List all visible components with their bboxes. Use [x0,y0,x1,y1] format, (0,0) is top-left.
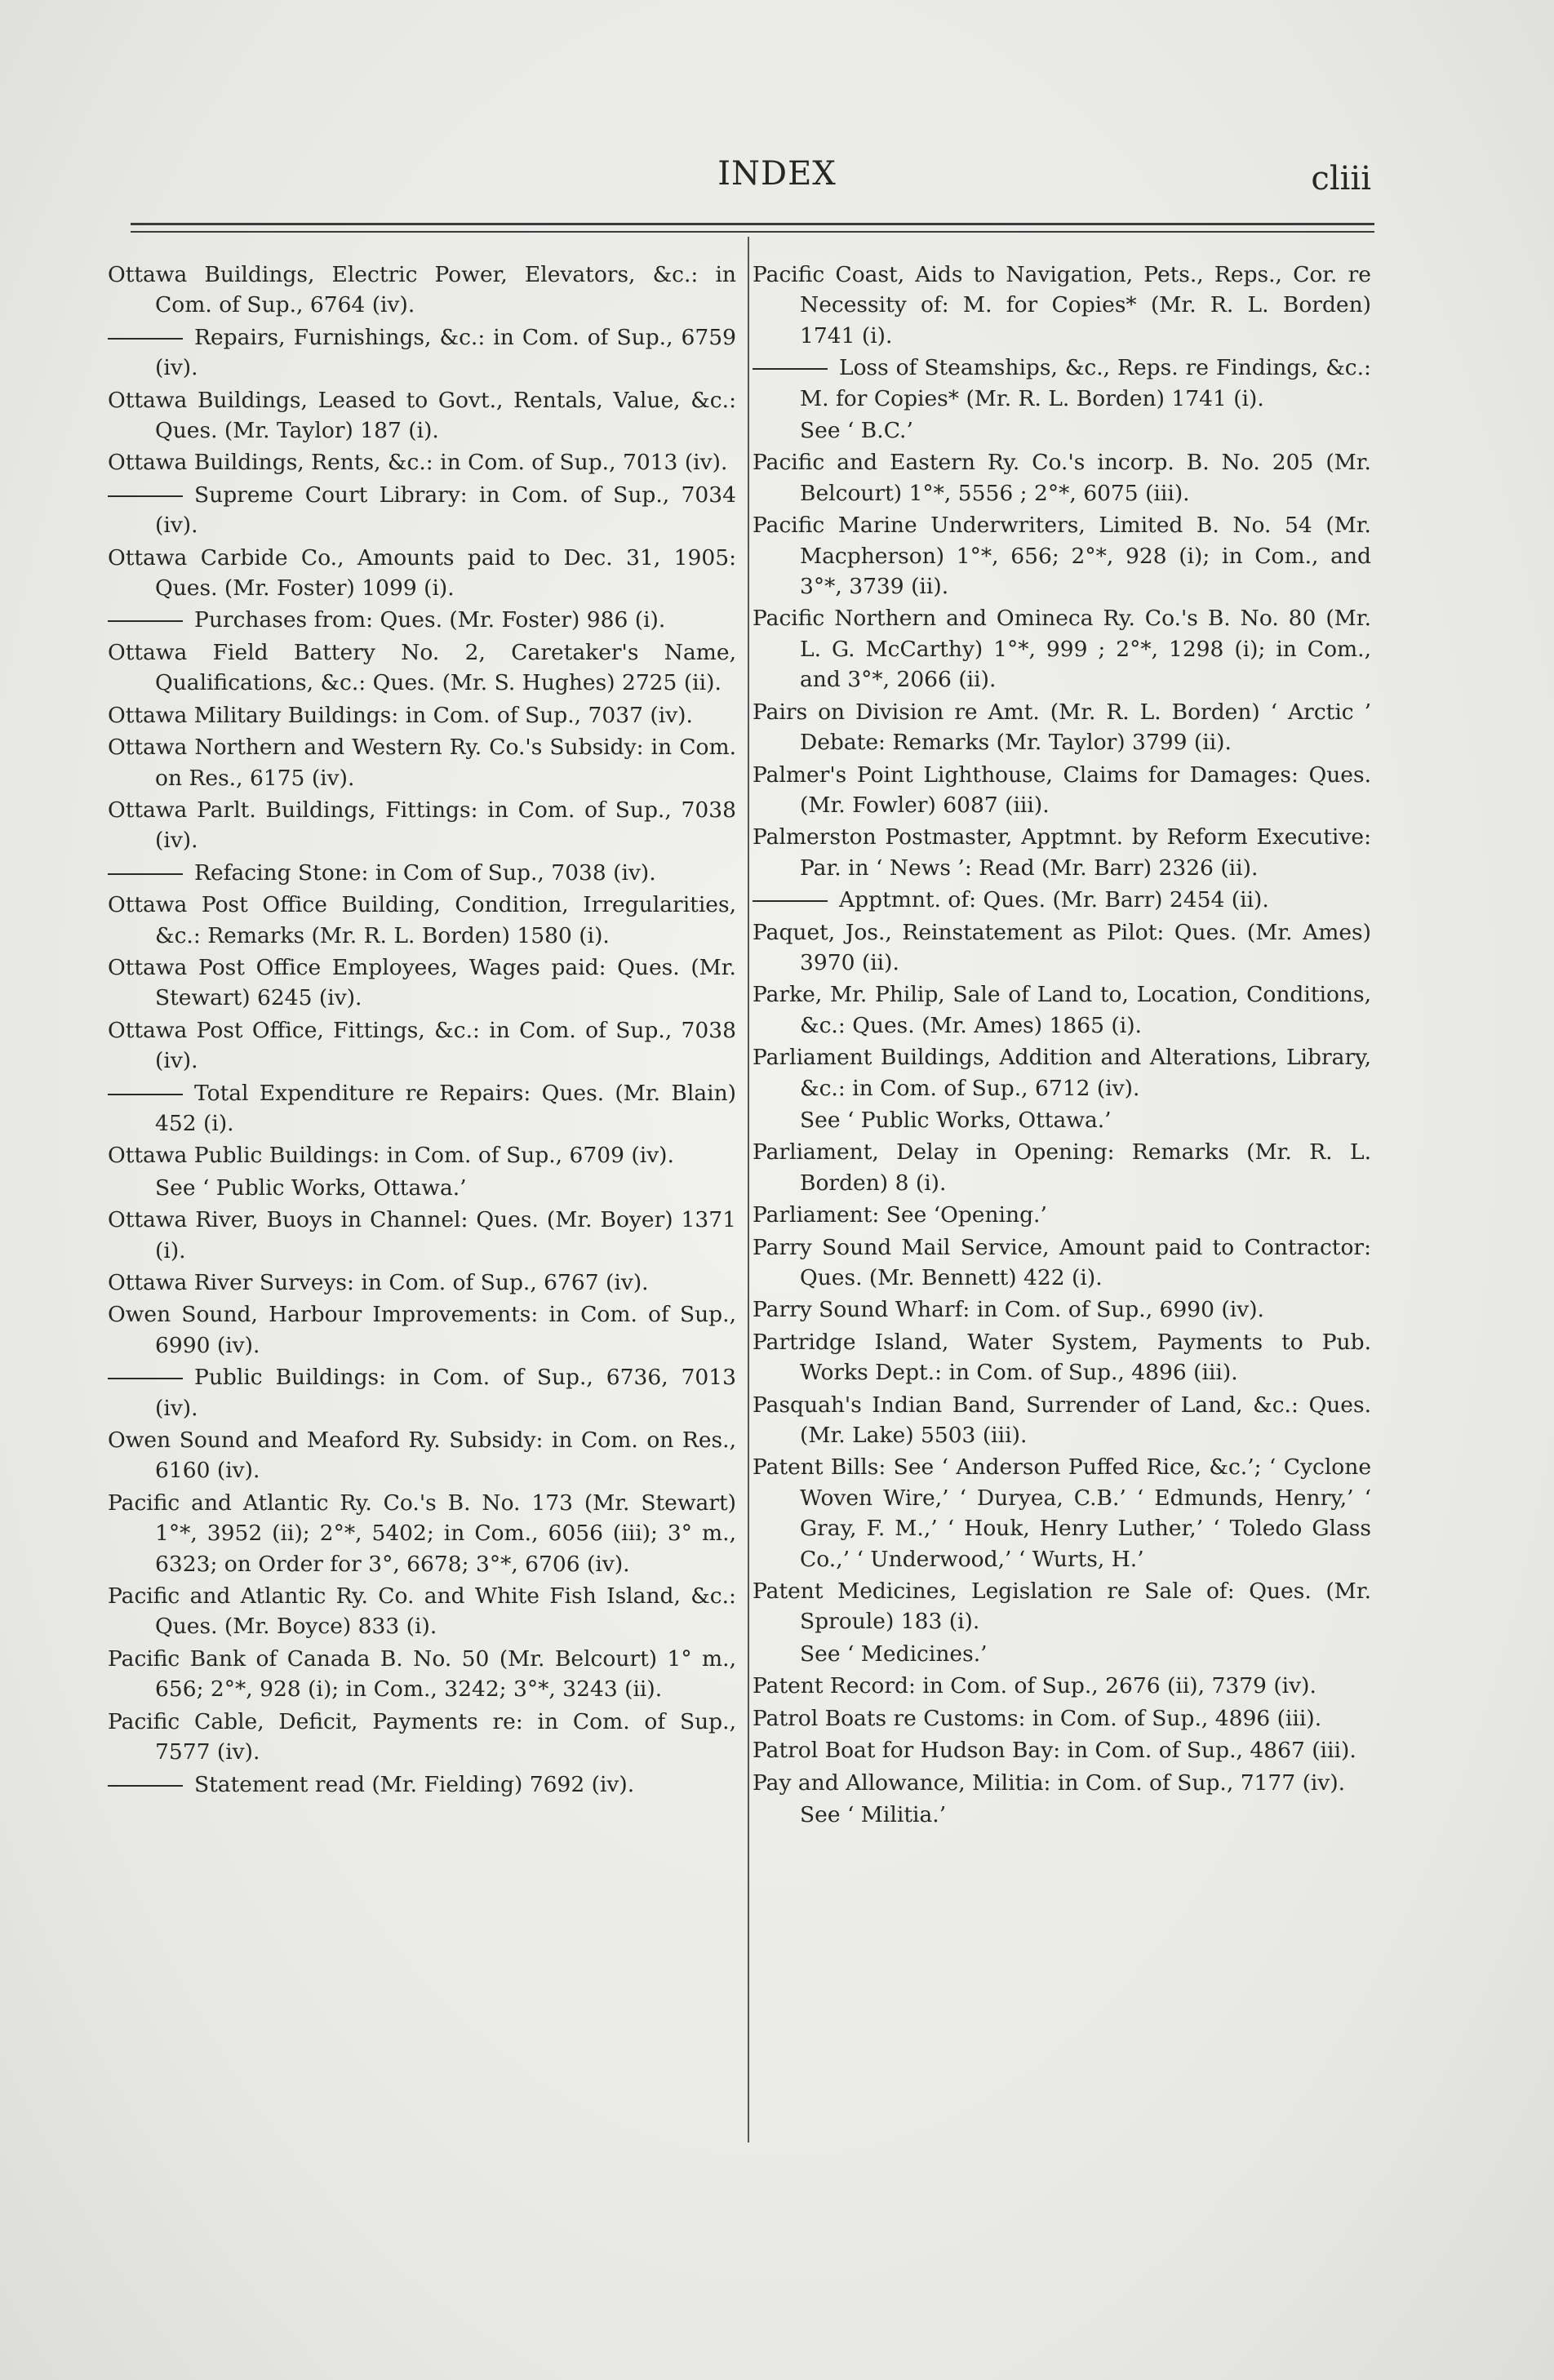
index-entry: Ottawa Post Office Employees, Wages paid: Ques. (Mr. Stewart) 6245 (iv). [108,954,736,1011]
index-entry: Loss of Steamships, &c., Reps. re Findings, &c.: M. for Copies* (Mr. R. L. Borden) 1741 (i). [753,353,1371,414]
running-title: INDEX [717,155,837,193]
index-entry: Statement read (Mr. Fielding) 7692 (iv). [108,1769,736,1800]
index-entry: Pay and Allowance, Militia: in Com. of Sup., 7177 (iv). [753,1769,1346,1796]
index-entry: Patent Record: in Com. of Sup., 2676 (ii), 7379 (iv). [753,1673,1316,1699]
index-entry: See ‘ Militia.’ [800,1801,947,1827]
index-entry: Ottawa Northern and Western Ry. Co.'s Subsidy: in Com. on Res., 6175 (iv). [108,735,736,791]
index-entry: Pasquah's Indian Band, Surrender of Land, &c.: Ques. (Mr. Lake) 5503 (iii). [753,1392,1371,1449]
index-entry: Parke, Mr. Philip, Sale of Land to, Location, Conditions, &c.: Ques. (Mr. Ames) 1865 (i). [753,982,1371,1038]
index-entry: Patrol Boats re Customs: in Com. of Sup., 4896 (iii). [753,1705,1322,1731]
index-entry: Ottawa River, Buoys in Channel: Ques. (Mr. Boyer) 1371 (i). [108,1207,736,1263]
index-entry: Ottawa Military Buildings: in Com. of Sup., 7037 (iv). [108,702,693,728]
index-entry: Pacific and Atlantic Ry. Co. and White Fish Island, &c.: Ques. (Mr. Boyce) 833 (i). [108,1583,736,1640]
left-column [108,260,736,1801]
index-entry: See ‘ Public Works, Ottawa.’ [155,1174,467,1201]
index-entry: Ottawa Field Battery No. 2, Caretaker's Name, Qualifications, &c.: Ques. (Mr. S. Hughes) 2725 (ii). [108,639,736,696]
index-entry: Refacing Stone: in Com of Sup., 7038 (iv). [108,858,736,888]
index-entry: Pacific and Eastern Ry. Co.'s incorp. B. No. 205 (Mr. Belcourt) 1°*, 5556 ; 2°*, 6075 (iii). [753,450,1371,506]
index-entry: Total Expenditure re Repairs: Ques. (Mr. Blain) 452 (i). [108,1078,736,1139]
index-entry: Ottawa River Surveys: in Com. of Sup., 6767 (iv). [108,1270,649,1295]
index-entry: Purchases from: Ques. (Mr. Foster) 986 (i). [108,605,736,635]
index-entry: Patent Bills: See ‘ Anderson Puffed Rice, &c.’; ‘ Cyclone Woven Wire,’ ‘ Duryea, C.B.’ ‘ Edmunds, Henry,’ ‘ Gray, F. M.,’ ‘ Houk, Henry Luther,’ ‘ Toledo Glass Co.,’ ‘ Underwood,’ ‘ Wurts, H.’ [753,1454,1371,1572]
index-entry: Pacific Bank of Canada B. No. 50 (Mr. Belcourt) 1° m., 656; 2°*, 928 (i); in Com., 3242; 3°*, 3243 (ii). [108,1645,736,1703]
index-entry: Ottawa Post Office, Fittings, &c.: in Com. of Sup., 7038 (iv). [108,1017,736,1074]
index-entry: Palmer's Point Lighthouse, Claims for Damages: Ques. (Mr. Fowler) 6087 (iii). [753,762,1371,818]
index-entry: Ottawa Carbide Co., Amounts paid to Dec. 31, 1905: Ques. (Mr. Foster) 1099 (i). [108,544,736,602]
index-entry: Pacific Northern and Omineca Ry. Co.'s B. No. 80 (Mr. L. G. McCarthy) 1°*, 999 ; 2°*, 1298 (i); in Com., and 3°*, 2066 (ii). [753,606,1371,693]
index-entry: See ‘ B.C.’ [800,418,913,444]
index-entry: Ottawa Parlt. Buildings, Fittings: in Com. of Sup., 7038 (iv). [108,797,736,854]
header-rule-thin [131,231,1374,233]
index-entry: Ottawa Buildings, Electric Power, Elevators, &c.: in Com. of Sup., 6764 (iv). [108,262,736,318]
index-entry: Repairs, Furnishings, &c.: in Com. of Sup., 6759 (iv). [108,322,736,384]
index-entry: Apptmnt. of: Ques. (Mr. Barr) 2454 (ii). [753,885,1371,915]
index-entry: Parliament Buildings, Addition and Alterations, Library, &c.: in Com. of Sup., 6712 (iv). [753,1045,1371,1101]
index-entry: Parry Sound Wharf: in Com. of Sup., 6990 (iv). [753,1297,1264,1323]
index-entry: Parry Sound Mail Service, Amount paid to Contractor: Ques. (Mr. Bennett) 422 (i). [753,1234,1371,1290]
index-entry: Paquet, Jos., Reinstatement as Pilot: Ques. (Mr. Ames) 3970 (ii). [753,919,1371,975]
index-entry: Pairs on Division re Amt. (Mr. R. L. Borden) ‘ Arctic ’ Debate: Remarks (Mr. Taylor) 3799 (ii). [753,699,1371,756]
index-entry: Pacific Cable, Deficit, Payments re: in Com. of Sup., 7577 (iv). [108,1708,736,1765]
index-entry: Patrol Boat for Hudson Bay: in Com. of Sup., 4867 (iii). [753,1738,1356,1764]
index-entry: Ottawa Post Office Building, Condition, Irregularities, &c.: Remarks (Mr. R. L. Borden) 1580 (i). [108,892,736,948]
index-entry: Ottawa Buildings, Rents, &c.: in Com. of Sup., 7013 (iv). [108,450,728,476]
index-entry: Parliament: See ‘Opening.’ [753,1202,1047,1228]
index-entry: Pacific Marine Underwriters, Limited B. No. 54 (Mr. Macpherson) 1°*, 656; 2°*, 928 (i); in Com., and 3°*, 3739 (ii). [753,513,1371,600]
column-divider [748,237,749,2142]
page-header [0,155,1554,204]
index-entry: Supreme Court Library: in Com. of Sup., 7034 (iv). [108,480,736,541]
index-entry: Parliament, Delay in Opening: Remarks (Mr. R. L. Borden) 8 (i). [753,1139,1371,1196]
index-entry: Patent Medicines, Legislation re Sale of: Ques. (Mr. Sproule) 183 (i). [753,1579,1371,1635]
index-entry: Owen Sound and Meaford Ry. Subsidy: in Com. on Res., 6160 (iv). [108,1428,736,1484]
page-number: cliii [1311,160,1371,198]
index-entry: Pacific and Atlantic Ry. Co.'s B. No. 173 (Mr. Stewart) 1°*, 3952 (ii); 2°*, 5402; in Com., 6056 (iii); 3° m., 6323; on Order for 3°, 6678; 3°*, 6706 (iv). [108,1490,736,1577]
index-entry: See ‘ Public Works, Ottawa.’ [800,1107,1112,1133]
index-entry: Ottawa Buildings, Leased to Govt., Rentals, Value, &c.: Ques. (Mr. Taylor) 187 (i). [108,387,736,444]
index-entry: Palmerston Postmaster, Apptmnt. by Reform Executive: Par. in ‘ News ’: Read (Mr. Barr) 2326 (ii). [753,824,1371,881]
index-entry: Partridge Island, Water System, Payments to Pub. Works Dept.: in Com. of Sup., 4896 (iii). [753,1329,1371,1386]
index-entry: Owen Sound, Harbour Improvements: in Com. of Sup., 6990 (iv). [108,1302,736,1358]
header-rule [131,223,1374,225]
index-entry: Pacific Coast, Aids to Navigation, Pets., Reps., Cor. re Necessity of: M. for Copies* (Mr. R. L. Borden) 1741 (i). [753,262,1371,349]
index-entry: See ‘ Medicines.’ [800,1641,988,1667]
index-entry: Public Buildings: in Com. of Sup., 6736, 7013 (iv). [108,1362,736,1423]
index-entry: Ottawa Public Buildings: in Com. of Sup., 6709 (iv). [108,1143,674,1169]
right-column [753,260,1371,1832]
